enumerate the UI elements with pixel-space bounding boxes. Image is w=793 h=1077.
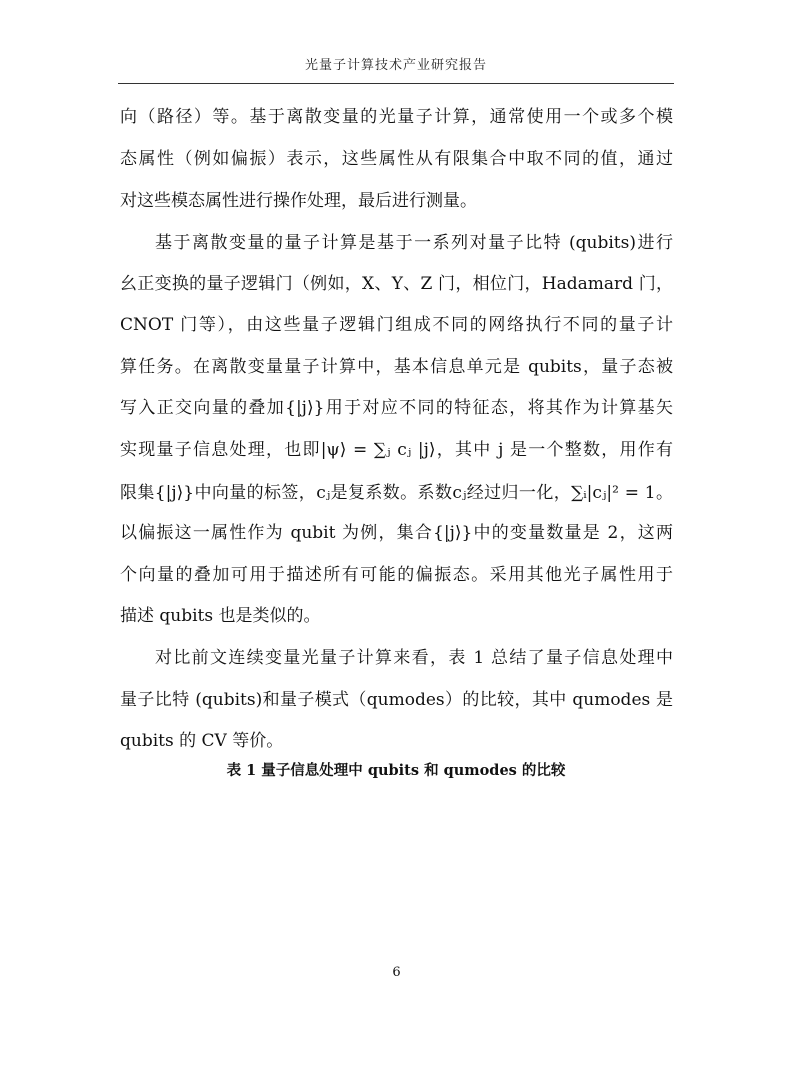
body-line: 以偏振这一属性作为 qubit 为例，集合{|j⟩}中的变量数量是 2，这两 (120, 523, 673, 543)
header-title: 光量子计算技术产业研究报告 (304, 58, 487, 73)
body-line: 幺正变换的量子逻辑门（例如，X、Y、Z 门，相位门，Hadamard 门， (120, 274, 673, 294)
body-line: 限集{|j⟩}中向量的标签，cⱼ是复系数。系数cⱼ经过归一化，∑ᵢ|cⱼ|² = 1。 (120, 483, 673, 503)
table-caption: 表 1 量子信息处理中 qubits 和 qumodes 的比较 (226, 762, 566, 779)
body-line: qubits 的 CV 等价。 (120, 731, 284, 751)
body-line: 写入正交向量的叠加{|j⟩}用于对应不同的特征态，将其作为计算基矢 (120, 398, 673, 418)
body-line: 向（路径）等。基于离散变量的光量子计算，通常使用一个或多个模 (120, 107, 673, 127)
body-line: 态属性（例如偏振）表示，这些属性从有限集合中取不同的值，通过 (120, 149, 673, 169)
header-divider (118, 83, 674, 84)
body-line: 量子比特 (qubits)和量子模式（qumodes）的比较，其中 qumodes 是 (120, 690, 673, 710)
body-line: 算任务。在离散变量量子计算中，基本信息单元是 qubits，量子态被 (120, 357, 673, 377)
body-line: 对比前文连续变量光量子计算来看，表 1 总结了量子信息处理中 (155, 648, 673, 668)
body-line: 基于离散变量的量子计算是基于一系列对量子比特 (qubits)进行 (155, 233, 673, 253)
body-line: 个向量的叠加可用于描述所有可能的偏振态。采用其他光子属性用于 (120, 565, 673, 585)
body-line: 实现量子信息处理，也即|ψ⟩ = ∑ⱼ cⱼ |j⟩，其中 j 是一个整数，用作有 (120, 440, 673, 460)
page-number: 6 (392, 965, 401, 980)
body-line: CNOT 门等），由这些量子逻辑门组成不同的网络执行不同的量子计 (120, 315, 673, 335)
body-line: 描述 qubits 也是类似的。 (120, 606, 321, 626)
body-line: 对这些模态属性进行操作处理，最后进行测量。 (120, 191, 477, 211)
